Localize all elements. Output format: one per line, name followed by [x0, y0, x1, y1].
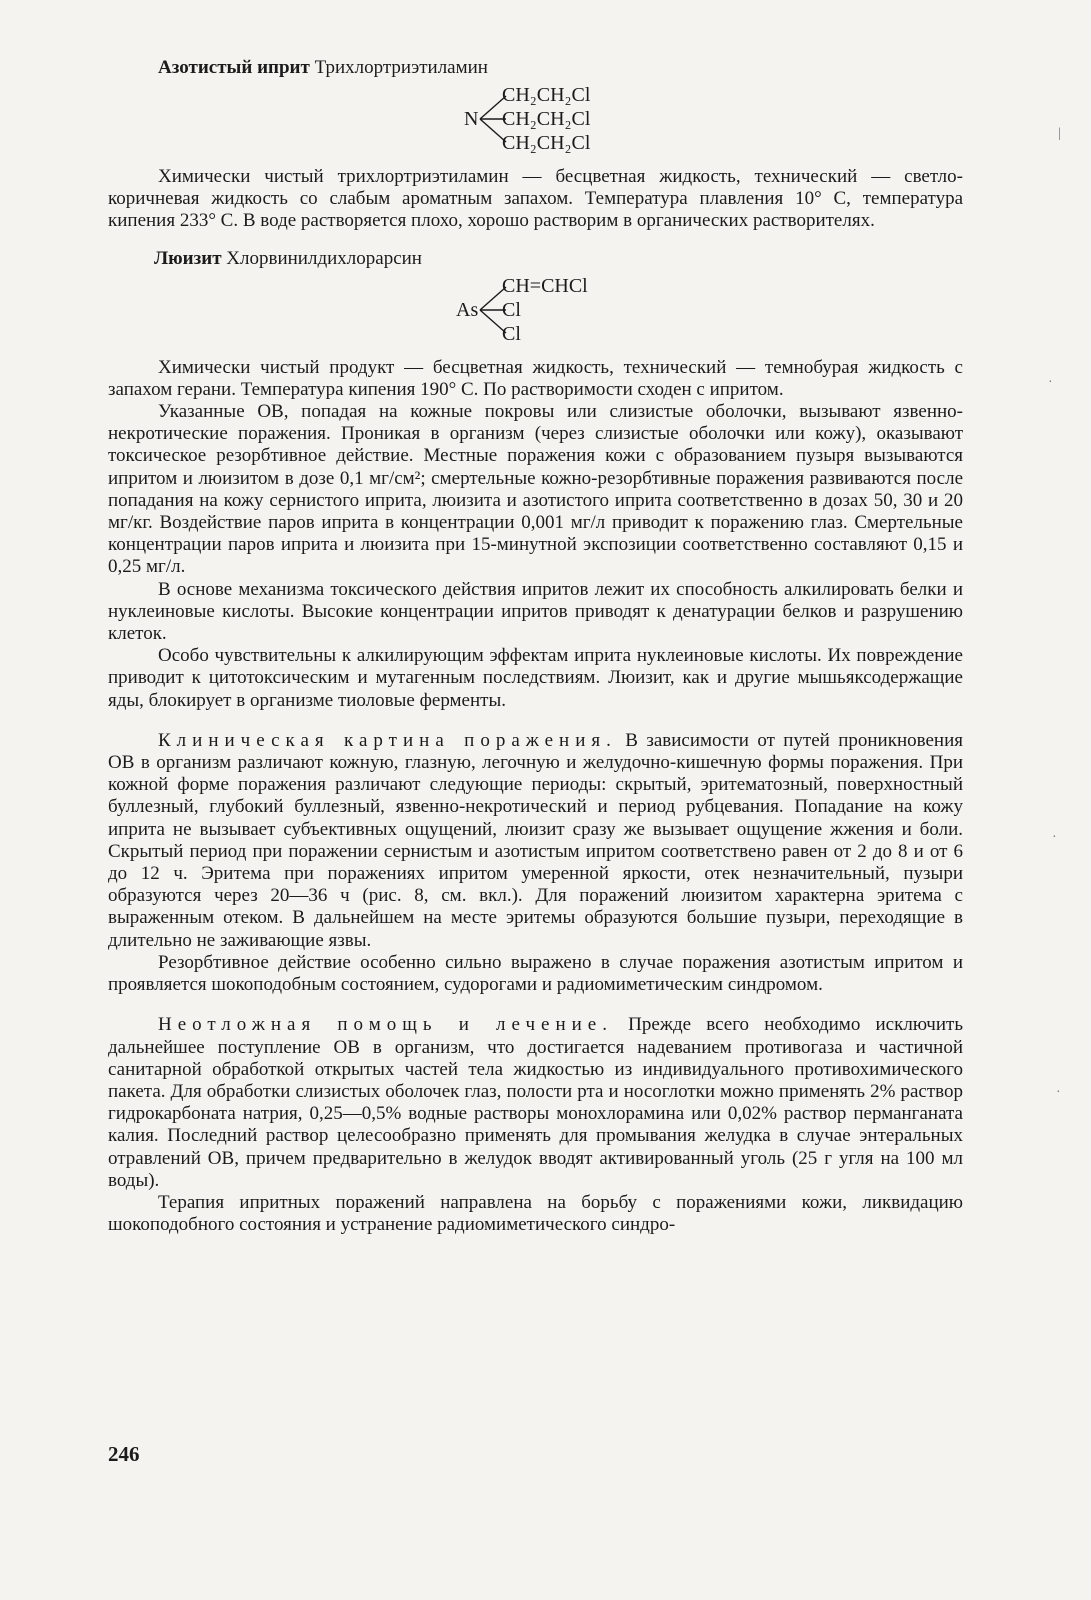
treatment-text: Прежде всего необходимо исключить дальнейшее поступление ОВ в организм, что достигается надеванием противогаза и частичной санитарной обработкой открытых частей тела жидкостью из индивидуального противохимического пакета. Для обработки слизистых оболочек глаз, полости рта и носоглотки можно применять 2% раствор гидрокарбоната натрия, 0,25—0,5% водные растворы монохлорамина или 0,02% раствор перманганата калия. Последний раствор целесообразно применять для промывания желудка в случае энтеральных отравлений ОВ, причем предварительно в желудок вводят активированный уголь (25 г угля на 100 мл воды). [108, 1014, 963, 1191]
treatment-paragraph [108, 1014, 963, 1192]
margin-mark: | [1058, 126, 1061, 141]
structural-formula-nitrogen-mustard [464, 80, 664, 158]
section-heading-lewisite [154, 247, 963, 271]
formula-branch-1: CH₂CH₂Cl [502, 84, 591, 106]
margin-mark: · [1048, 375, 1053, 390]
formula-center-atom: N [464, 108, 479, 130]
page-content [108, 56, 963, 1236]
paragraph: Терапия ипритных поражений направлена на борьбу с поражениями кожи, ликвидацию шокоподобного состояния и устранение радиомиметического синдро- [108, 1191, 963, 1236]
paragraph: Указанные ОВ, попадая на кожные покровы или слизистые оболочки, вызывают язвенно-некротические поражения. Проникая в организм (через слизистые оболочки или кожу), оказывают токсическое резорбтивное действие. Местные поражения кожи с образованием пузыря вызываются ипритом и люизитом в дозе 0,1 мг/см²; смертельные кожно-резорбтивные поражения развиваются после попадания на кожу сернистого иприта, люизита и азотистого иприта соответственно в дозах 50, 30 и 20 мг/кг. Воздействие паров иприта в концентрации 0,001 мг/л приводит к поражению глаз. Смертельные концентрации паров иприта и люизита при 15-минутной экспозиции соответственно составляют 0,15 и 0,25 мг/л. [108, 401, 963, 578]
treatment-title: Неотложная помощь и лечение. [158, 1014, 613, 1036]
page-number: 246 [108, 1442, 140, 1466]
lewisite-description: Химически чистый продукт — бесцветная жидкость, технический — темнобурая жидкость с запахом герани. Температура кипения 190° С. По растворимости сходен с ипритом. [108, 356, 963, 400]
formula-branch-2: Cl [502, 298, 521, 321]
formula-branch-3: Cl [502, 322, 521, 345]
paragraph: В основе механизма токсического действия ипритов лежит их способность алкилировать белки и нуклеиновые кислоты. Высокие концентрации ипритов приводят к денатурации белков и разрушению клеток. [108, 578, 963, 645]
structural-formula-lewisite [456, 271, 656, 349]
margin-mark: · [1056, 1085, 1061, 1100]
section-subname: Трихлортриэтиламин [314, 57, 488, 78]
nitrogen-mustard-description: Химически чистый трихлортриэтиламин — бесцветная жидкость, технический — светло-коричневая жидкость со слабым ароматным запахом. Температура плавления 10° С, температура кипения 233° С. В воде растворяется плохо, хорошо растворим в органических растворителях. [108, 166, 963, 232]
margin-mark: · [1052, 830, 1057, 845]
clinical-picture-paragraph [108, 730, 963, 952]
section-heading-nitrogen-mustard [158, 56, 963, 80]
clinical-picture-text: В зависимости от путей проникновения ОВ в организм различают кожную, глазную, легочную и желудочно-кишечную формы поражения. При кожной форме поражения различают следующие периоды: скрытый, эритематозный, поверхностный буллезный, глубокий буллезный, язвенно-некротический и период рубцевания. Попадание на кожу иприта не вызывает субъективных ощущений, люизит сразу же вызывает ощущение жжения и боли. Скрытый период при поражении сернистым и азотистым ипритом соответствено равен от 2 до 8 и от 6 до 12 ч. Эритема при поражениях ипритом умеренной яркости, отек незначительный, пузыри образуются через 20—36 ч (рис. 8, см. вкл.). Для поражений люизитом характерна эритема с выраженным отеком. В дальнейшем на месте эритемы образуются большие пузыри, переходящие в длительно не заживающие язвы. [108, 729, 963, 951]
formula-branch-2: CH₂CH₂Cl [502, 108, 591, 130]
paragraph: Резорбтивное действие особенно сильно выражено в случае поражения азотистым ипритом и проявляется шокоподобным состоянием, судорогами и радиомиметическим синдромом. [108, 951, 963, 996]
clinical-picture-title: Клиническая картина поражения. [158, 729, 617, 751]
section-subname: Хлорвинилдихлорарсин [226, 247, 422, 269]
formula-branch-1: CH=CHCl [502, 274, 588, 297]
section-name: Люизит [154, 247, 222, 269]
paragraph: Особо чувствительны к алкилирующим эффектам иприта нуклеиновые кислоты. Их повреждение приводит к цитотоксическим и мутагенным последствиям. Люизит, как и другие мышьяксодержащие яды, блокирует в организме тиоловые ферменты. [108, 645, 963, 711]
section-name: Азотистый иприт [158, 57, 310, 78]
formula-branch-3: CH₂CH₂Cl [502, 132, 591, 154]
formula-center-atom: As [456, 298, 479, 321]
